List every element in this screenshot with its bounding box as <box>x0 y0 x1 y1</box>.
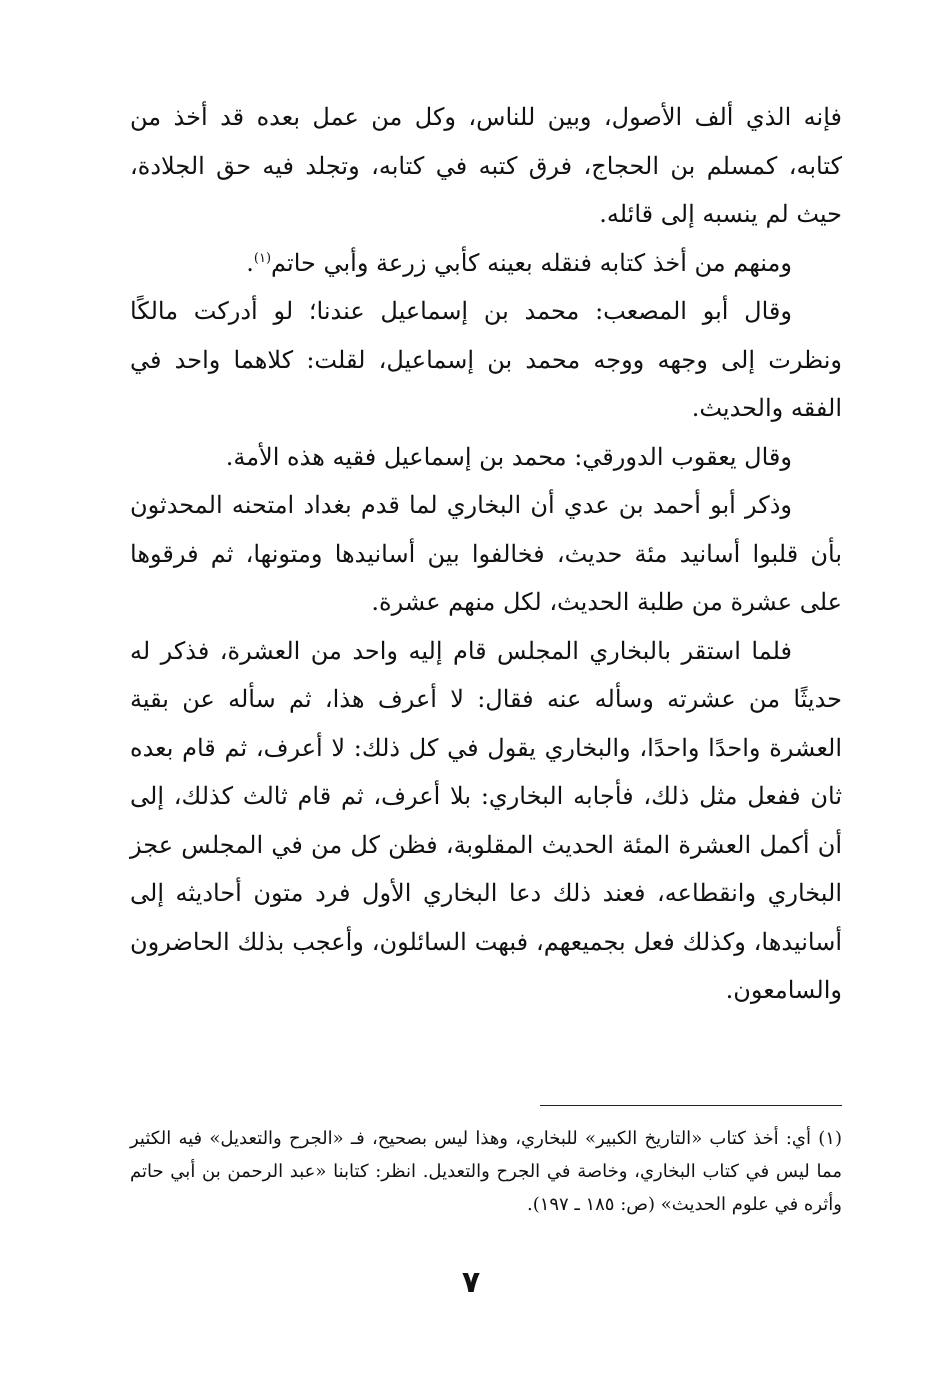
footnote-text: أي: أخذ كتاب «التاريخ الكبير» للبخاري، وهذا ليس بصحيح، فـ «الجرح والتعديل» فيه الكثير مما ليس في كتاب البخاري، وخاصة في الجرح والتعديل. انظر: كتابنا «عبد الرحمن بن أبي حاتم وأثره في علوم الحديث» (ص: ١٨٥ ـ ١٩٧). <box>130 1128 842 1215</box>
main-text <box>130 93 842 1015</box>
paragraph-1: فإنه الذي ألف الأصول، وبين للناس، وكل من عمل بعده قد أخذ من كتابه، كمسلم بن الحجاج، فرق كتبه في كتابه، وتجلد فيه حق الجلادة، حيث لم ينسبه إلى قائله. <box>130 103 842 228</box>
footnotes <box>130 1122 842 1221</box>
paragraph-6: فلما استقر بالبخاري المجلس قام إليه واحد من العشرة، فذكر له حديثًا من عشرته وسأله عنه فقال: لا أعرف هذا، ثم سأله عن بقية العشرة واحدًا واحدًا، والبخاري يقول في كل ذلك: لا أعرف، ثم قام بعده ثان ففعل مثل ذلك، فأجابه البخاري: بلا أعرف، ثم قام ثالث كذلك، إلى أن أكمل العشرة المئة الحديث المقلوبة، فظن كل من في المجلس عجز البخاري وانقطاعه، فعند ذلك دعا البخاري الأول فرد متون أحاديثه إلى أسانيدها، وكذلك فعل بجميعهم، فبهت السائلون، وأعجب بذلك الحاضرون والسامعون. <box>130 636 842 1004</box>
paragraph-5: وذكر أبو أحمد بن عدي أن البخاري لما قدم بغداد امتحنه المحدثون بأن قلبوا أسانيد مئة حديث، فخالفوا بين أسانيدها ومتونها، ثم فرقوها على عشرة من طلبة الحديث، لكل منهم عشرة. <box>130 491 842 616</box>
paragraph-2-text: ومنهم من أخذ كتابه فنقله بعينه كأبي زرعة وأبي حاتم <box>271 248 792 277</box>
footnote-marker: (١) <box>818 1128 842 1149</box>
footnote-divider <box>540 1105 842 1106</box>
paragraph-2 <box>130 239 842 288</box>
paragraph-2-end: . <box>246 248 254 277</box>
paragraph-4: وقال يعقوب الدورقي: محمد بن إسماعيل فقيه هذه الأمة. <box>225 442 792 471</box>
paragraph-3: وقال أبو المصعب: محمد بن إسماعيل عندنا؛ لو أدركت مالكًا ونظرت إلى وجهه ووجه محمد بن إسماعيل، لقلت: كلاهما واحد في الفقه والحديث. <box>130 297 842 422</box>
footnote-reference: (١) <box>253 250 272 266</box>
page-number: ٧ <box>461 1265 481 1300</box>
footnote-1 <box>130 1122 842 1221</box>
